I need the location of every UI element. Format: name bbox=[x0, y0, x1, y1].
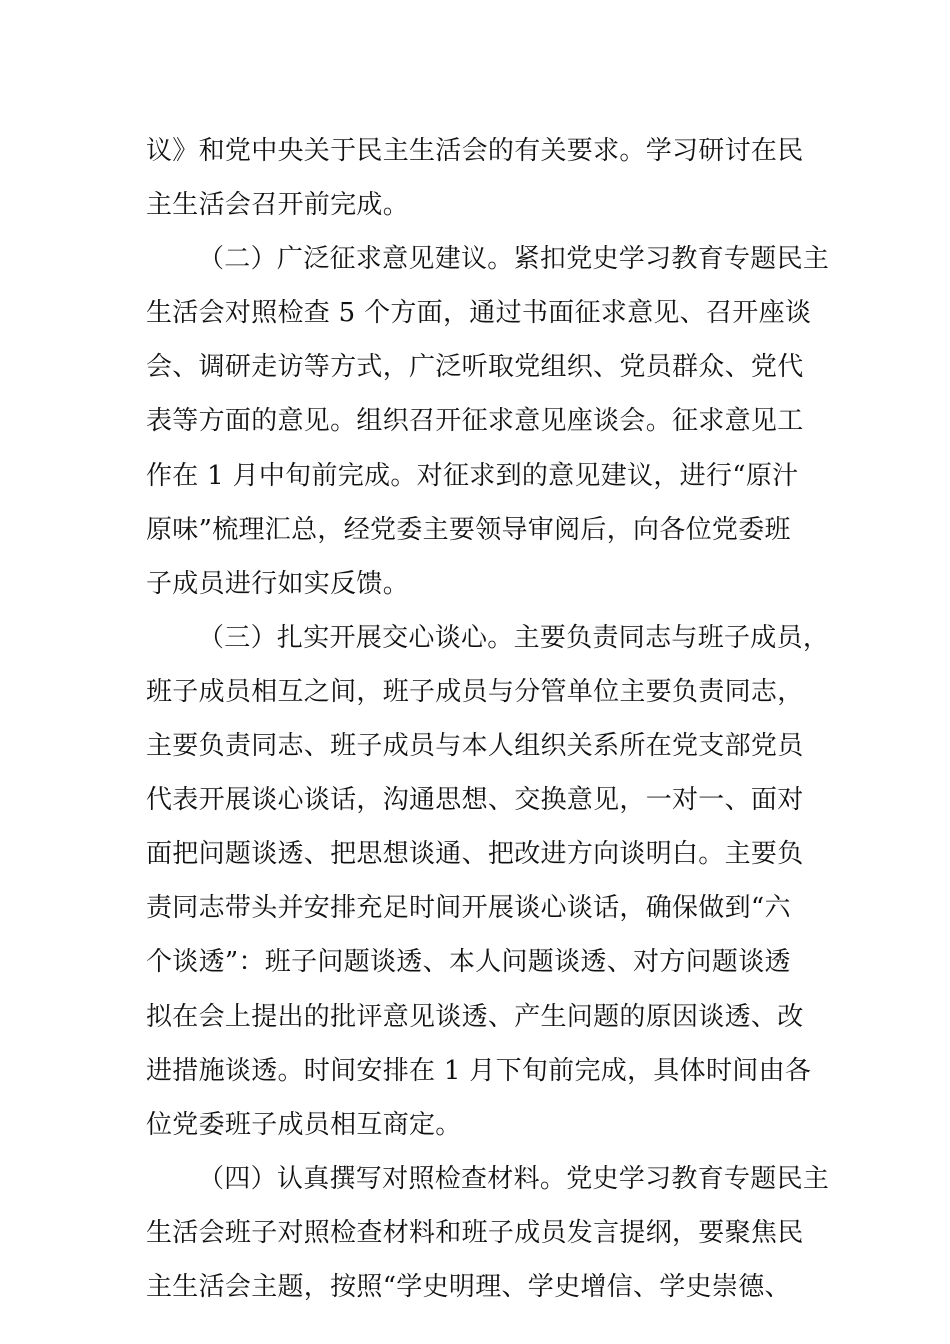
text-line: 生活会对照检查 5 个方面，通过书面征求意见、召开座谈 bbox=[146, 298, 812, 329]
text-line: 子成员进行如实反馈。 bbox=[146, 568, 410, 599]
text-line: 会、调研走访等方式，广泛听取党组织、党员群众、党代 bbox=[146, 352, 804, 383]
paragraph-heading-line: （四）认真撰写对照检查材料。党史学习教育专题民主 bbox=[198, 1163, 830, 1194]
text-line: 作在 1 月中旬前完成。对征求到的意见建议，进行“原汁 bbox=[146, 460, 799, 491]
text-line: 责同志带头并安排充足时间开展谈心谈话，确保做到“六 bbox=[146, 893, 791, 924]
text-line: 进措施谈透。时间安排在 1 月下旬前完成，具体时间由各 bbox=[146, 1055, 812, 1086]
paragraph-continuation bbox=[146, 124, 811, 232]
text-line: 位党委班子成员相互商定。 bbox=[146, 1109, 462, 1140]
text-line: 原味”梳理汇总，经党委主要领导审阅后，向各位党委班 bbox=[146, 514, 791, 545]
text-line: 代表开展谈心谈话，沟通思想、交换意见，一对一、面对 bbox=[146, 785, 804, 816]
text-line: 主生活会主题，按照“学史明理、学史增信、学史崇德、 bbox=[146, 1271, 791, 1302]
text-line: 拟在会上提出的批评意见谈透、产生问题的原因谈透、改 bbox=[146, 1001, 804, 1032]
text-line: 主生活会召开前完成。 bbox=[146, 190, 410, 221]
text-line: 班子成员相互之间，班子成员与分管单位主要负责同志， bbox=[146, 676, 804, 707]
text-line: 生活会班子对照检查材料和班子成员发言提纲，要聚焦民 bbox=[146, 1217, 804, 1248]
document-body bbox=[146, 124, 830, 1314]
paragraph-inspection-materials bbox=[146, 1152, 830, 1314]
text-line: 个谈透”：班子问题谈透、本人问题谈透、对方问题谈透 bbox=[146, 947, 791, 978]
text-line: 主要负责同志、班子成员与本人组织关系所在党支部党员 bbox=[146, 731, 804, 762]
text-line: 面把问题谈透、把思想谈通、把改进方向谈明白。主要负 bbox=[146, 839, 804, 870]
text-line: 议》和党中央关于民主生活会的有关要求。学习研讨在民 bbox=[146, 136, 804, 166]
paragraph-heart-to-heart-talks bbox=[146, 611, 830, 1152]
paragraph-heading-line: （二）广泛征求意见建议。紧扣党史学习教育专题民主 bbox=[198, 244, 830, 275]
text-line: 表等方面的意见。组织召开征求意见座谈会。征求意见工 bbox=[146, 406, 804, 437]
paragraph-solicit-opinions bbox=[146, 232, 830, 611]
paragraph-heading-line: （三）扎实开展交心谈心。主要负责同志与班子成员， bbox=[198, 622, 830, 653]
